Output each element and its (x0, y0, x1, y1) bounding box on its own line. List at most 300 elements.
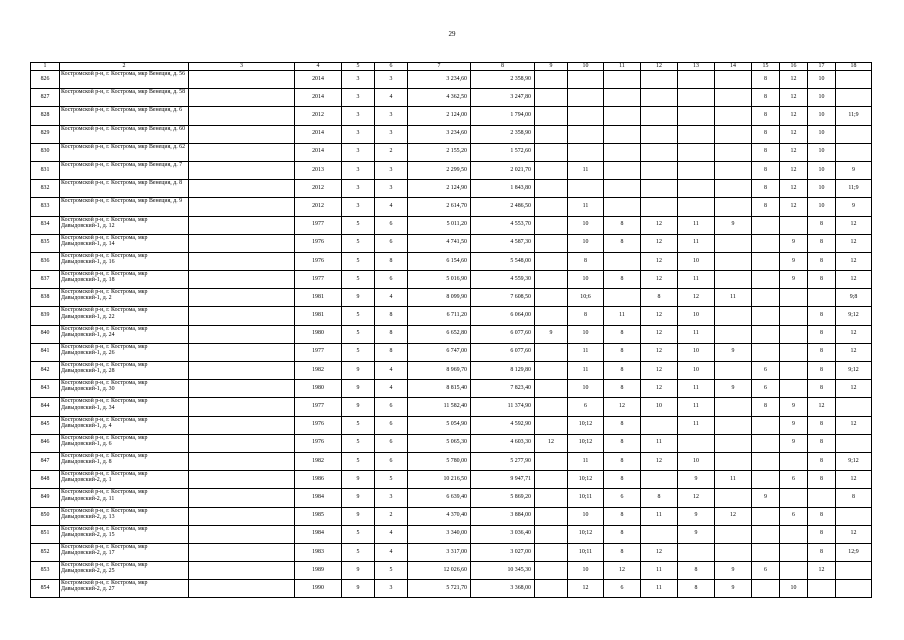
table-cell: 1976 (295, 434, 342, 452)
table-cell: 7 608,50 (471, 289, 535, 307)
table-cell: 11 (568, 343, 604, 361)
table-cell (715, 362, 752, 380)
table-cell: 6 (752, 362, 780, 380)
table-cell (604, 180, 641, 198)
address-cell: Костромской р-н, г. Кострома, мкр Давыдовский-1, д. 8 (60, 452, 189, 470)
table-cell (535, 307, 568, 325)
table-cell: 11 (568, 198, 604, 216)
table-cell: 12 (836, 234, 872, 252)
table-cell: 8 (604, 471, 641, 489)
table-cell: 8 (604, 343, 641, 361)
table-cell: 5 065,30 (408, 434, 471, 452)
table-cell: 8 (752, 125, 780, 143)
table-cell: 6 064,00 (471, 307, 535, 325)
row-number-cell: 848 (31, 471, 60, 489)
table-cell: 2 358,90 (471, 125, 535, 143)
table-cell: 9 (752, 489, 780, 507)
table-cell: 5 (342, 271, 375, 289)
table-cell (568, 125, 604, 143)
table-cell: 6 (568, 398, 604, 416)
table-cell: 3 (375, 489, 408, 507)
row-number-cell: 851 (31, 525, 60, 543)
table-cell: 9 (678, 471, 715, 489)
address-cell: Костромской р-н, г. Кострома, мкр Давыдовский-1, д. 16 (60, 252, 189, 270)
table-cell: 8 (808, 252, 836, 270)
table-cell: 4 741,50 (408, 234, 471, 252)
table-cell: 1981 (295, 307, 342, 325)
table-cell: 9 (678, 525, 715, 543)
table-cell: 9 (715, 562, 752, 580)
row-number-cell: 829 (31, 125, 60, 143)
table-cell (715, 89, 752, 107)
table-cell: 9 (780, 398, 808, 416)
table-cell: 9 (780, 234, 808, 252)
table-cell: 6 747,00 (408, 343, 471, 361)
table-cell: 1980 (295, 325, 342, 343)
table-cell (535, 71, 568, 89)
table-cell: 10 (808, 198, 836, 216)
table-cell: 8 (808, 525, 836, 543)
table-cell (678, 71, 715, 89)
table-cell (535, 471, 568, 489)
table-cell: 11 (678, 234, 715, 252)
table-cell: 1982 (295, 452, 342, 470)
table-cell: 10 345,30 (471, 562, 535, 580)
row-number-cell: 854 (31, 580, 60, 598)
table-cell: 5 (342, 234, 375, 252)
table-row (31, 107, 872, 125)
table-cell: 4 (375, 362, 408, 380)
table-cell: 9 (342, 380, 375, 398)
column-header-4: 4 (295, 63, 342, 71)
table-cell: 10 (678, 307, 715, 325)
table-cell (780, 452, 808, 470)
table-cell: 12 (780, 107, 808, 125)
table-cell: 11 (641, 434, 678, 452)
address-cell: Костромской р-н, г. Кострома, мкр Давыдовский-1, д. 22 (60, 307, 189, 325)
row-number-cell: 843 (31, 380, 60, 398)
table-cell (604, 143, 641, 161)
table-cell (189, 234, 295, 252)
table-cell: 11;9 (836, 180, 872, 198)
table-cell (189, 580, 295, 598)
table-cell (752, 452, 780, 470)
table-cell: 9 (342, 471, 375, 489)
table-row (31, 234, 872, 252)
table-cell: 8 (604, 452, 641, 470)
table-cell: 8 (808, 543, 836, 561)
row-number-cell: 842 (31, 362, 60, 380)
table-cell: 10 (808, 180, 836, 198)
table-cell: 1986 (295, 471, 342, 489)
table-cell (780, 380, 808, 398)
table-cell (715, 271, 752, 289)
table-cell: 7 823,40 (471, 380, 535, 398)
column-header-13: 13 (678, 63, 715, 71)
table-cell: 12 (808, 398, 836, 416)
table-cell (678, 89, 715, 107)
table-cell: 10 (568, 216, 604, 234)
table-cell (535, 543, 568, 561)
table-cell: 6 (375, 452, 408, 470)
table-cell (189, 161, 295, 179)
table-cell (780, 216, 808, 234)
table-cell (715, 398, 752, 416)
table-cell: 9 (342, 489, 375, 507)
table-cell: 9;8 (836, 289, 872, 307)
table-cell: 9 (715, 580, 752, 598)
housing-register-table (30, 62, 872, 598)
address-cell: Костромской р-н, г. Кострома, мкр Давыдовский-1, д. 12 (60, 216, 189, 234)
address-cell: Костромской р-н, г. Кострома, мкр Давыдовский-1, д. 2 (60, 289, 189, 307)
table-cell: 9 (780, 271, 808, 289)
table-cell: 4 603,30 (471, 434, 535, 452)
table-cell: 11 (641, 507, 678, 525)
table-cell (641, 107, 678, 125)
table-cell: 11 (715, 471, 752, 489)
table-cell (836, 89, 872, 107)
table-cell: 8 (752, 71, 780, 89)
table-cell: 9 (715, 343, 752, 361)
table-cell (189, 216, 295, 234)
row-number-cell: 836 (31, 252, 60, 270)
table-cell (715, 125, 752, 143)
table-cell: 4 (375, 289, 408, 307)
table-cell (189, 343, 295, 361)
table-cell: 3 (375, 107, 408, 125)
table-cell: 3 (342, 125, 375, 143)
table-cell (189, 71, 295, 89)
table-row (31, 471, 872, 489)
table-cell (641, 471, 678, 489)
table-cell (678, 198, 715, 216)
table-row (31, 525, 872, 543)
table-cell (604, 198, 641, 216)
table-cell (535, 89, 568, 107)
table-cell: 2 155,20 (408, 143, 471, 161)
table-cell (836, 398, 872, 416)
table-cell (715, 325, 752, 343)
row-number-cell: 840 (31, 325, 60, 343)
table-cell: 4 559,30 (471, 271, 535, 289)
table-cell: 9 (715, 380, 752, 398)
table-cell (535, 271, 568, 289)
table-cell: 11;9 (836, 107, 872, 125)
table-cell: 10 (678, 452, 715, 470)
table-cell: 3 (342, 180, 375, 198)
table-cell (641, 71, 678, 89)
table-cell (189, 416, 295, 434)
row-number-cell: 826 (31, 71, 60, 89)
table-cell (641, 89, 678, 107)
table-cell: 8 (808, 271, 836, 289)
table-cell (678, 180, 715, 198)
table-cell: 5 (342, 252, 375, 270)
table-cell: 5 (342, 343, 375, 361)
table-cell: 12 (836, 343, 872, 361)
table-row (31, 507, 872, 525)
address-cell: Костромской р-н, г. Кострома, мкр Давыдовский-2, д. 11 (60, 489, 189, 507)
table-cell: 12 (604, 562, 641, 580)
table-cell: 1983 (295, 543, 342, 561)
table-cell (836, 507, 872, 525)
table-cell (715, 307, 752, 325)
table-cell: 9 (780, 252, 808, 270)
table-cell (604, 89, 641, 107)
table-cell: 3 (375, 580, 408, 598)
table-cell (780, 543, 808, 561)
table-cell: 8 (752, 161, 780, 179)
address-cell: Костромской р-н, г. Кострома, мкр Давыдовский-1, д. 34 (60, 398, 189, 416)
table-cell (678, 107, 715, 125)
table-cell (535, 452, 568, 470)
table-cell: 11 (678, 216, 715, 234)
table-cell (604, 125, 641, 143)
row-number-cell: 830 (31, 143, 60, 161)
table-cell: 12 026,60 (408, 562, 471, 580)
table-cell: 8 (641, 289, 678, 307)
table-cell (752, 307, 780, 325)
table-cell (189, 307, 295, 325)
table-cell (189, 125, 295, 143)
table-cell: 11 (568, 161, 604, 179)
table-cell: 1984 (295, 525, 342, 543)
table-cell: 2014 (295, 125, 342, 143)
table-cell: 2012 (295, 198, 342, 216)
address-cell: Костромской р-н, г. Кострома, мкр Давыдовский-2, д. 17 (60, 543, 189, 561)
table-cell (189, 289, 295, 307)
table-cell: 10 (678, 362, 715, 380)
table-cell: 6 (780, 507, 808, 525)
address-cell: Костромской р-н, г. Кострома, мкр Давыдовский-1, д. 24 (60, 325, 189, 343)
table-cell (808, 289, 836, 307)
table-cell: 5 054,90 (408, 416, 471, 434)
table-cell: 5 (342, 325, 375, 343)
table-cell: 1984 (295, 489, 342, 507)
table-cell (715, 71, 752, 89)
table-cell: 11 (641, 562, 678, 580)
table-cell: 2014 (295, 71, 342, 89)
table-cell (752, 234, 780, 252)
table-cell: 8 (375, 325, 408, 343)
row-number-cell: 833 (31, 198, 60, 216)
table-cell: 5 011,20 (408, 216, 471, 234)
table-cell: 6 711,20 (408, 307, 471, 325)
table-cell (535, 343, 568, 361)
table-cell: 5 548,00 (471, 252, 535, 270)
column-header-16: 16 (780, 63, 808, 71)
table-cell: 5 721,70 (408, 580, 471, 598)
table-row (31, 180, 872, 198)
table-cell (678, 434, 715, 452)
table-cell: 12 (641, 271, 678, 289)
table-cell (189, 325, 295, 343)
table-cell (715, 416, 752, 434)
table-row (31, 343, 872, 361)
table-row (31, 71, 872, 89)
table-cell (535, 580, 568, 598)
table-cell: 1977 (295, 343, 342, 361)
table-cell: 12 (836, 380, 872, 398)
table-cell: 10 (678, 343, 715, 361)
table-cell (752, 289, 780, 307)
table-cell (535, 362, 568, 380)
table-cell (604, 71, 641, 89)
table-cell (808, 580, 836, 598)
table-cell: 2 124,00 (408, 107, 471, 125)
table-cell: 12 (641, 362, 678, 380)
table-cell: 5 (375, 471, 408, 489)
table-cell: 4 (375, 525, 408, 543)
table-cell: 8 (808, 307, 836, 325)
table-cell: 9 (342, 562, 375, 580)
address-cell: Костромской р-н, г. Кострома, мкр Давыдовский-1, д. 30 (60, 380, 189, 398)
table-cell: 4 587,30 (471, 234, 535, 252)
table-cell: 8 (836, 489, 872, 507)
table-cell: 12 (836, 216, 872, 234)
table-cell (568, 89, 604, 107)
table-cell (604, 161, 641, 179)
row-number-cell: 853 (31, 562, 60, 580)
table-cell: 3 (342, 107, 375, 125)
table-cell (189, 452, 295, 470)
table-cell: 5 (342, 525, 375, 543)
table-cell: 6 077,60 (471, 343, 535, 361)
table-cell (189, 89, 295, 107)
row-number-cell: 839 (31, 307, 60, 325)
table-cell: 12 (568, 580, 604, 598)
page-number: 29 (448, 30, 456, 38)
table-body (31, 71, 872, 598)
table-cell: 12 (780, 161, 808, 179)
table-cell: 10 (568, 271, 604, 289)
table-cell: 6 (375, 216, 408, 234)
table-cell: 3 (342, 198, 375, 216)
table-cell (189, 543, 295, 561)
table-cell: 8 (568, 252, 604, 270)
table-cell (752, 271, 780, 289)
address-cell: Костромской р-н, г. Кострома, мкр Давыдовский-1, д. 4 (60, 416, 189, 434)
table-cell: 4 (375, 380, 408, 398)
table-cell: 4 553,70 (471, 216, 535, 234)
address-cell: Костромской р-н, г. Кострома, мкр Давыдовский-1, д. 6 (60, 434, 189, 452)
table-cell (535, 198, 568, 216)
table-cell: 11 (568, 362, 604, 380)
table-cell: 2012 (295, 180, 342, 198)
table-cell (641, 125, 678, 143)
table-cell: 1977 (295, 398, 342, 416)
table-cell: 10 (568, 325, 604, 343)
table-cell: 8 129,80 (471, 362, 535, 380)
row-number-cell: 852 (31, 543, 60, 561)
table-cell (836, 434, 872, 452)
row-number-cell: 835 (31, 234, 60, 252)
table-cell: 10 (780, 580, 808, 598)
table-cell: 11 374,90 (471, 398, 535, 416)
table-cell (715, 434, 752, 452)
table-cell: 1977 (295, 216, 342, 234)
table-cell: 8 (678, 562, 715, 580)
table-cell (678, 543, 715, 561)
row-number-cell: 827 (31, 89, 60, 107)
table-cell: 8 (641, 489, 678, 507)
table-cell: 8 (808, 325, 836, 343)
table-cell (780, 325, 808, 343)
column-header-5: 5 (342, 63, 375, 71)
table-cell (752, 543, 780, 561)
table-cell: 10 (808, 71, 836, 89)
table-cell (780, 562, 808, 580)
table-row (31, 489, 872, 507)
table-cell (189, 271, 295, 289)
table-cell: 8 (604, 380, 641, 398)
table-cell: 3 (375, 161, 408, 179)
table-cell: 8 (375, 307, 408, 325)
address-cell: Костромской р-н, г. Кострома, мкр Венеция, д. 6 (60, 107, 189, 125)
table-cell: 2 021,70 (471, 161, 535, 179)
table-cell (535, 289, 568, 307)
column-number-row (31, 63, 872, 71)
column-header-12: 12 (641, 63, 678, 71)
table-cell: 12 (641, 216, 678, 234)
table-cell (641, 198, 678, 216)
table-cell: 12 (535, 434, 568, 452)
table-row (31, 362, 872, 380)
table-cell: 2 614,70 (408, 198, 471, 216)
table-cell: 1982 (295, 362, 342, 380)
table-cell: 12 (641, 380, 678, 398)
table-cell: 12 (836, 252, 872, 270)
table-cell: 8 969,70 (408, 362, 471, 380)
table-cell: 4 370,40 (408, 507, 471, 525)
table-cell: 12 (836, 525, 872, 543)
table-cell: 8 (808, 471, 836, 489)
row-number-cell: 845 (31, 416, 60, 434)
table-cell: 12 (678, 489, 715, 507)
table-cell: 5 (342, 434, 375, 452)
table-cell: 12 (780, 125, 808, 143)
table-cell (715, 161, 752, 179)
table-cell: 8 (808, 416, 836, 434)
table-cell: 8 (375, 343, 408, 361)
table-cell (752, 252, 780, 270)
table-cell (780, 489, 808, 507)
row-number-cell: 832 (31, 180, 60, 198)
table-cell (715, 180, 752, 198)
table-cell: 10 (808, 107, 836, 125)
table-cell: 6 (375, 398, 408, 416)
table-cell: 11 582,40 (408, 398, 471, 416)
table-cell: 10 216,50 (408, 471, 471, 489)
table-cell: 8 (752, 198, 780, 216)
table-cell: 10 (568, 562, 604, 580)
table-cell: 1977 (295, 271, 342, 289)
table-cell (780, 289, 808, 307)
table-cell: 12 (641, 307, 678, 325)
table-cell: 8 (808, 343, 836, 361)
table-cell: 2013 (295, 161, 342, 179)
table-cell: 9 (342, 507, 375, 525)
table-row (31, 307, 872, 325)
column-header-10: 10 (568, 63, 604, 71)
table-cell (189, 507, 295, 525)
table-cell (189, 362, 295, 380)
table-cell: 5 (342, 452, 375, 470)
table-cell: 3 (342, 161, 375, 179)
address-cell: Костромской р-н, г. Кострома, мкр Давыдовский-2, д. 1 (60, 471, 189, 489)
address-cell: Костромской р-н, г. Кострома, мкр Давыдовский-2, д. 15 (60, 525, 189, 543)
table-cell: 1 843,80 (471, 180, 535, 198)
